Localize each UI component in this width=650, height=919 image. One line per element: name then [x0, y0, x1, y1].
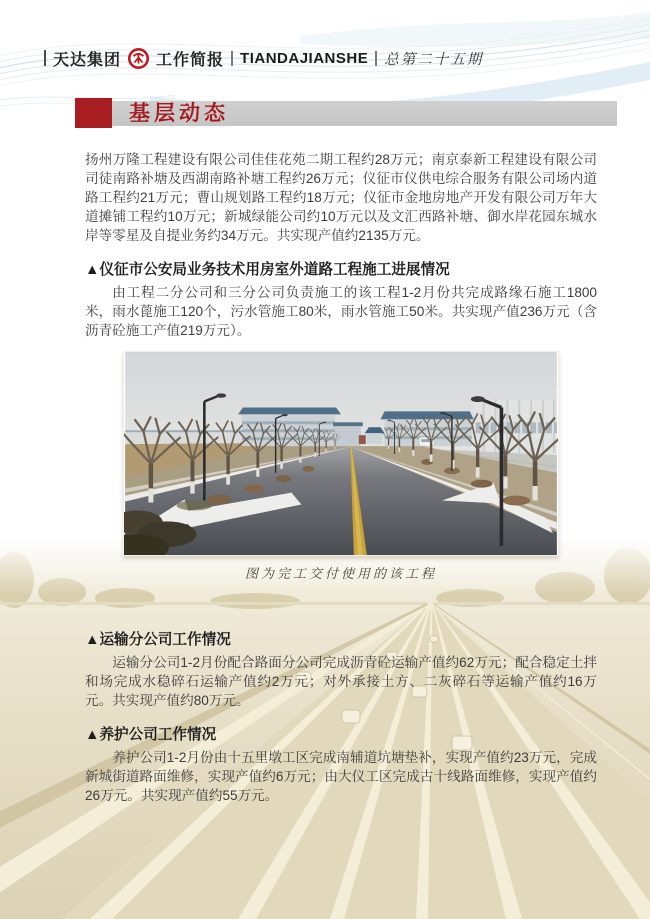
section-body: 养护公司1-2月份由十五里墩工区完成南辅道坑塘垫补，实现产值约23万元，完成新城街道路面维修，实现产值约6万元；由大仪工区完成古十线路面维修，实现产值约26万元。共实现产值约55万元。	[85, 750, 597, 803]
latin-title: TIANDAJIANSHE	[240, 49, 369, 67]
issue-number: 总第二十五期	[384, 51, 484, 68]
section-maintenance	[85, 726, 597, 805]
intro-paragraph: 扬州万隆工程建设有限公司佳佳花苑二期工程约28万元；南京泰新工程建设有限公司司徒南路补塘及西湖南路补塘工程约26万元；仪征市仪供电综合服务有限公司场内道路工程约21万元；曹山规划路工程约18万元；仪征市金地房地产开发有限公司万年大道摊铺工程约10万元；新城绿能公司约10万元以及文汇西路补塘、御水岸花园东城水岸等零星及自提业务约34万元。共实现产值约2135万元。	[85, 152, 597, 243]
section-road-project	[85, 261, 597, 584]
section-heading: ▲仪征市公安局业务技术用房室外道路工程施工进展情况	[85, 262, 450, 278]
section-body: 由工程二分公司和三分公司负责施工的该工程1-2月份共完成路缘石施工1800米，雨水蓖施工120个，污水管施工80米，雨水管施工50米。共实现产值236万元（含沥青砼施工产值219万元）。	[85, 285, 597, 338]
tianda-logo-icon	[128, 48, 149, 69]
banner-title: 基层动态	[129, 100, 229, 125]
brand-name: 天达集团	[53, 51, 122, 69]
masthead-divider	[231, 51, 233, 66]
masthead-divider	[375, 51, 377, 66]
photo-caption: 图为完工交付使用的该工程	[244, 567, 437, 582]
section-body: 运输分公司1-2月份配合路面分公司完成沥青砼运输产值约62万元；配合稳定土拌和场完成水稳碎石运输产值约2万元；对外承接土方、二灰碎石等运输产值约16万元。共实现产值约80万元。	[85, 655, 597, 708]
masthead-divider	[44, 50, 46, 66]
article-column	[85, 150, 597, 805]
masthead	[44, 46, 650, 70]
section-transport	[85, 631, 597, 710]
bulletin-title: 工作简报	[156, 51, 225, 69]
road-photo-figure	[123, 351, 559, 584]
road-photo	[123, 351, 559, 556]
section-heading: ▲养护公司工作情况	[85, 727, 217, 743]
section-heading: ▲运输分公司工作情况	[85, 632, 231, 648]
section-banner	[75, 98, 617, 128]
banner-red-block	[75, 98, 112, 128]
